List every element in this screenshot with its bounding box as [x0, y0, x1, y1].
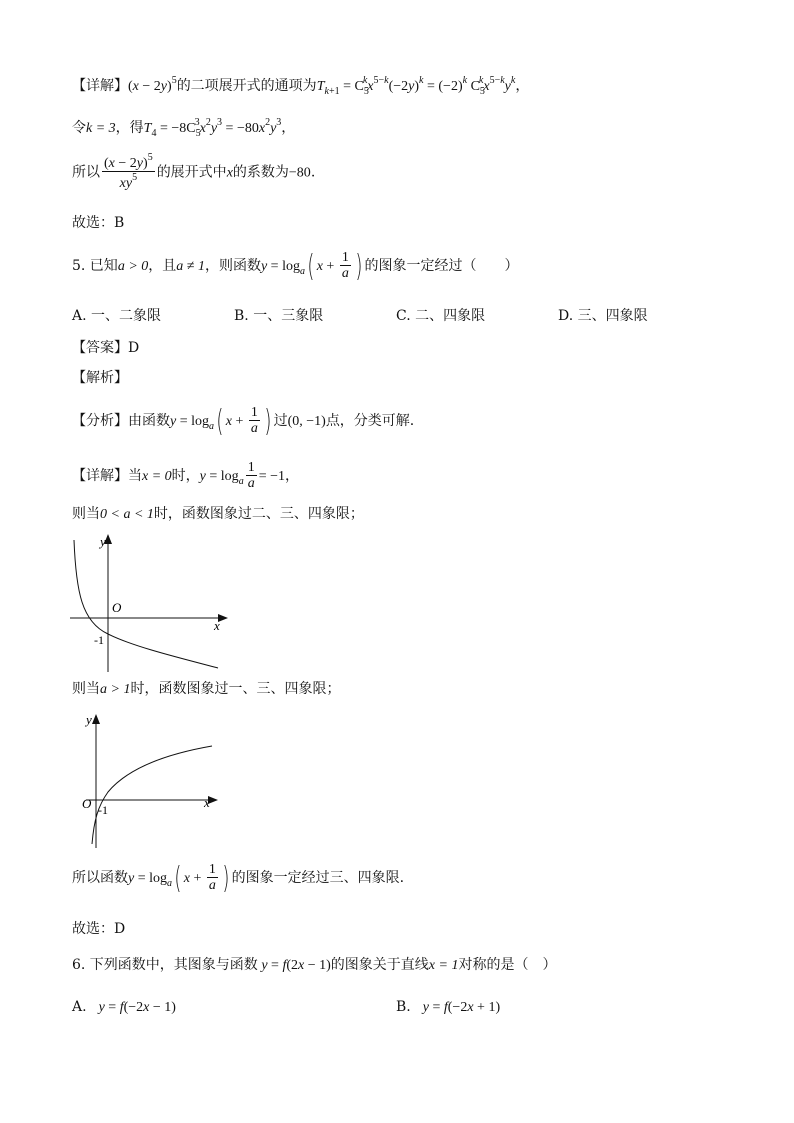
text: 对称的是（ ） [458, 957, 557, 973]
general-term-formula: $T_{k+1} = C_5^kx^{5-k}(-2y)^k = (-2)^k$ $C_5^kx^{5-k}y^k$ [316, 75, 516, 97]
text: 则当 [72, 506, 100, 522]
text: 的图象一定经过三、四象限. [231, 869, 405, 886]
value: = −1 [258, 468, 285, 484]
detail-tag: 【详解】 [72, 78, 128, 94]
log-function: $y = \log_a$( x + $\frac{1}{a}$ ) [128, 860, 230, 896]
log-function: $y = \log_a$( x + $\frac{1}{a}$ ) [260, 248, 363, 284]
log-value: $y = \log_a$ $\frac{1}{a}$ [199, 460, 255, 492]
q6-text: 6. 下列函数中，其图象与函数 [72, 957, 258, 973]
q6-option-b[interactable]: B. y = f(−2x + 1) [396, 999, 501, 1015]
option-d[interactable]: D. 三、四象限 [558, 308, 648, 324]
q5-number: 5. 已知 [72, 257, 118, 274]
case-1-line [72, 506, 364, 524]
curve [92, 746, 212, 844]
text: 时，函数图象过一、三、四象限； [130, 681, 341, 697]
label: A. [72, 999, 87, 1015]
text: 过 [273, 412, 288, 429]
text: ，得 [115, 120, 144, 136]
y-arrow [92, 714, 100, 724]
text: 的图象关于直线 [330, 957, 429, 973]
option-c[interactable]: C. 二、四象限 [396, 308, 486, 324]
q6-option-a[interactable]: A. y = f(−2x − 1) [72, 999, 176, 1015]
option-b[interactable]: B. 一、三象限 [234, 308, 324, 324]
text: 的图象一定经过（ ） [364, 257, 519, 274]
select-b: 故选：B [72, 215, 125, 231]
log-function: $y = \log_a$( x + $\frac{1}{a}$ ) [170, 403, 272, 439]
cond-a-pos: a > 0 [117, 258, 149, 274]
coef-value: −80 [288, 165, 311, 181]
text: 令 [72, 120, 86, 136]
y-label: y [100, 534, 106, 549]
answer-line: 【答案】D [72, 340, 140, 356]
line-x1: x = 1 [428, 958, 459, 973]
analysis-heading: 【解析】 [72, 370, 128, 386]
origin-label: O [82, 796, 92, 811]
detail-line-2 [72, 117, 295, 140]
text: ，且 [148, 257, 177, 274]
text: ，则函数 [204, 257, 261, 274]
var-x: x [226, 165, 233, 181]
text: 时， [171, 467, 200, 484]
k-equals-3: k = 3 [86, 121, 116, 136]
binomial-expr: $(x - 2y)^5$ [128, 75, 177, 94]
punct: ， [515, 78, 530, 94]
cond: 0 < a < 1 [100, 507, 154, 522]
cond: a > 1 [100, 682, 131, 697]
text: 的系数为 [232, 164, 289, 181]
punct: ， [284, 467, 299, 484]
point: (0, −1) [287, 413, 326, 429]
text: 的展开式中 [156, 164, 227, 181]
case-2-line [72, 681, 340, 699]
fraction-expr: $\frac{(x - 2y)^5}{xy^5}$ [104, 152, 153, 192]
text: 时，函数图象过二、三、四象限； [153, 506, 364, 522]
minus-one-label: -1 [98, 803, 108, 817]
punct: . [310, 164, 316, 181]
y-label: y [86, 712, 92, 727]
cond-a-ne-1: a ≠ 1 [176, 258, 205, 274]
t4-formula: $T_4 = -8C_5^3x^2y^3 = -80x^2y^3$ [143, 117, 282, 139]
option-a[interactable]: A. 一、二象限 [72, 308, 162, 324]
detail-line-1 [72, 75, 529, 98]
minus-one-label: -1 [94, 633, 104, 647]
detail-text: 的二项展开式的通项为 [176, 78, 317, 94]
text: 【分析】由函数 [72, 412, 170, 429]
curve [74, 540, 218, 668]
origin-label: O [112, 600, 122, 615]
graph-decreasing-log [62, 532, 232, 674]
punct: ， [281, 120, 296, 136]
analysis-line [72, 405, 414, 438]
text: 点，分类可解. [325, 412, 415, 429]
q6-function: y = f(2x − 1) [261, 958, 331, 973]
question-5 [72, 250, 519, 283]
x-label: x [204, 795, 210, 810]
text: 【详解】当 [72, 467, 142, 484]
detail-x0-line [72, 460, 299, 493]
detail-line-3 [72, 152, 315, 193]
graph-increasing-log [76, 708, 226, 850]
x-label: x [214, 618, 220, 633]
x-equals-0: x = 0 [142, 468, 172, 484]
text: 则当 [72, 681, 100, 697]
text: 所以函数 [72, 869, 128, 886]
question-6 [72, 957, 556, 975]
text: 所以 [72, 164, 100, 181]
conclusion-line [72, 862, 404, 895]
label: B. [396, 999, 411, 1015]
select-d: 故选：D [72, 921, 126, 937]
